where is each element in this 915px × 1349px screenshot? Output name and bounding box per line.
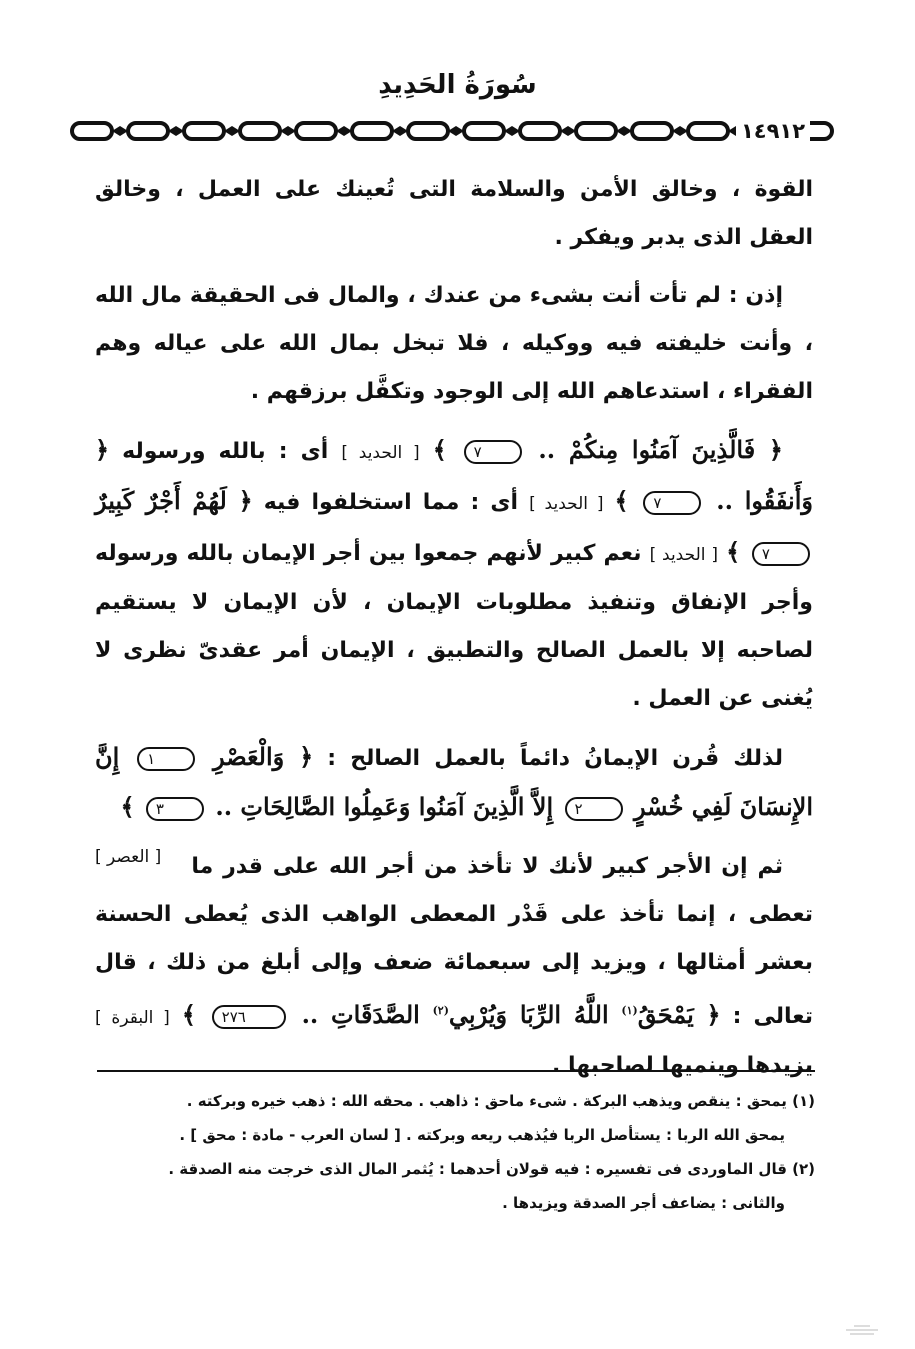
footnote-marker: (٢) <box>432 1004 449 1017</box>
ayah-number-badge: ١ <box>137 747 195 771</box>
ayah-number-badge: ٢٧٦ <box>212 1005 286 1029</box>
commentary-text: أى : مما استخلفوا فيه <box>263 490 519 515</box>
ayah-number-badge: ٧ <box>464 440 522 464</box>
commentary-text: يزيدها وينميها لصاحبها . <box>551 1053 813 1078</box>
page-number: ١٤٩١٢ <box>736 116 810 146</box>
footnote-1-continued: يمحق الله الربا : يستأصل الربا فيُذهب ريعه وبركته . [ لسان العرب - مادة : محق ] . <box>179 1126 785 1144</box>
surah-reference: [ العصر ] <box>95 847 162 867</box>
surah-reference: [ الحديد ] <box>341 443 420 463</box>
paragraph-4 <box>95 733 813 867</box>
ayah-number-badge: ٧ <box>643 491 701 515</box>
commentary-text: لذلك قُرن الإيمانُ دائماً بالعمل الصالح : <box>327 746 784 771</box>
surah-reference: [ الحديد ] <box>529 494 604 514</box>
paragraph-5 <box>95 843 813 1090</box>
quran-verse: ﴿ فَالَّذِينَ آمَنُوا مِنكُمْ .. ٧ ﴾ <box>432 435 783 464</box>
commentary-text: ثم إن الأجر كبير لأنك لا تأخذ من أجر الله على قدر ما تعطى ، إنما تأخذ على قَدْر المعطى الواهب الذى يُعطى الحسنة بعشر أمثالها ، ويزيد إلى سبعمائة ضعف وإلى أبلغ من ذلك ، قال تعالى : <box>95 854 813 1029</box>
ayah-number-badge: ٢ <box>565 797 623 821</box>
footnotes <box>95 1084 815 1220</box>
quran-verse: ﴿ وَأَنفَقُوا .. ٧ ﴾ <box>95 435 813 515</box>
quran-verse: ﴿ وَالْعَصْرِ ١ إِنَّ الإِنسَانَ لَفِي خُسْرٍ ٢ إِلاَّ الَّذِينَ آمَنُوا وَعَمِلُوا الصَّالِحَاتِ .. ٣ ﴾ <box>95 742 813 821</box>
footnote-marker: (١) <box>621 1004 638 1017</box>
scan-artifact <box>842 1300 882 1340</box>
surah-title: سُورَةُ الحَدِيدِ <box>378 70 537 100</box>
paragraph-3 <box>95 426 813 723</box>
footnote-2: (٢) قال الماوردى فى تفسيره : فيه قولان أحدهما : يُثمر المال الذى خرجت منه الصدقة . <box>168 1160 815 1178</box>
footnote-2-continued: والثانى : يضاعف أجر الصدقة ويزيدها . <box>502 1194 785 1212</box>
paragraph-2: إذن : لم تأت أنت بشىء من عندك ، والمال فى الحقيقة مال الله ، وأنت خليفته فيه ووكيله ، فلا تبخل بمال الله على عياله وهم الفقراء ، استدعاهم الله إلى الوجود وتكفَّل برزقهم . <box>95 283 813 404</box>
quran-verse: ﴿ لَهُمْ أَجْرٌ كَبِيرٌ ٧ ﴾ <box>95 486 813 566</box>
surah-reference: [ الحديد ] <box>649 545 718 565</box>
footnote-divider <box>97 1070 815 1072</box>
ayah-number-badge: ٧ <box>752 542 810 566</box>
ayah-number-badge: ٣ <box>146 797 204 821</box>
main-text <box>95 166 813 1100</box>
footnote-1: (١) يمحق : ينقص ويذهب البركة . شىء ماحق : ذاهب . محقه الله : ذهب خيره وبركته . <box>186 1092 815 1110</box>
decorative-chain-border <box>68 116 836 146</box>
paragraph-1: القوة ، وخالق الأمن والسلامة التى تُعينك على العمل ، وخالق العقل الذى يدبر ويفكر . <box>95 177 813 250</box>
commentary-text: نعم كبير لأنهم جمعوا بين أجر الإيمان بالله ورسوله وأجر الإنفاق وتنفيذ مطلوبات الإيمان ، لأن الإيمان لا يستقيم لصاحبه إلا بالعمل الصالح والتطبيق ، الإيمان أمر عقدىّ نظرى لا يُغنى عن العمل . <box>95 541 813 711</box>
surah-reference: [ البقرة ] <box>95 1008 170 1028</box>
commentary-text: أى : بالله ورسوله <box>122 439 329 464</box>
quran-verse: ﴿ يَمْحَقُ$^{(١)}$ اللَّهُ الرِّبَا وَيُرْبِي$^{(٢)}$ الصَّدَقَاتِ .. ٢٧٦ ﴾ <box>181 1000 721 1029</box>
